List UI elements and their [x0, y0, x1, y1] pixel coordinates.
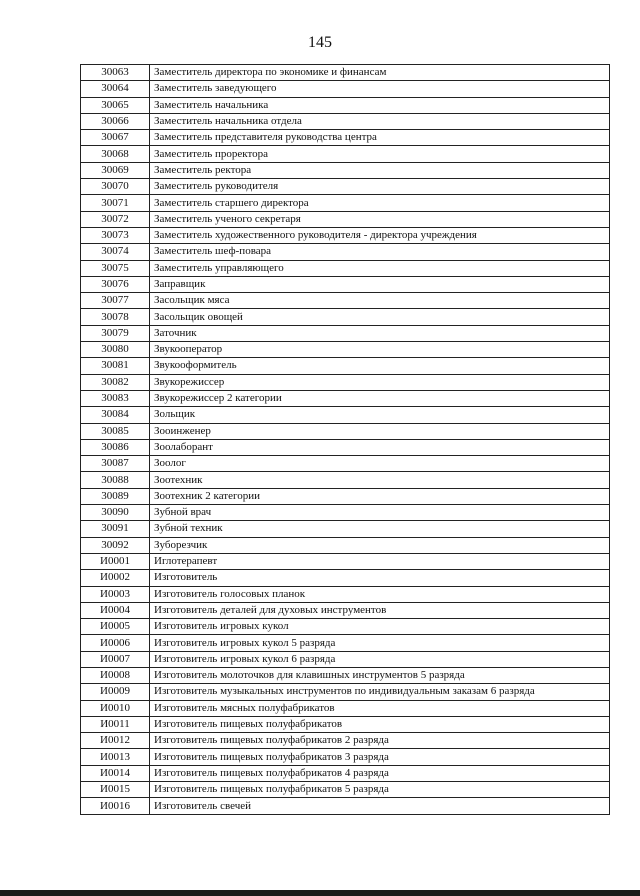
occupation-title: Зубной техник — [150, 521, 610, 537]
table-row — [81, 570, 610, 586]
table-row — [81, 553, 610, 569]
occupation-code: И0005 — [81, 619, 150, 635]
table-row — [81, 358, 610, 374]
occupation-title: Изготовитель игровых кукол 6 разряда — [150, 651, 610, 667]
occupation-title: Изготовитель молоточков для клавишных инструментов 5 разряда — [150, 667, 610, 683]
table-row — [81, 716, 610, 732]
occupation-title: Заместитель художественного руководителя - директора учреждения — [150, 227, 610, 243]
table-row — [81, 244, 610, 260]
occupation-title: Изготовитель пищевых полуфабрикатов 4 разряда — [150, 765, 610, 781]
table-row — [81, 195, 610, 211]
table-row — [81, 374, 610, 390]
table-row — [81, 309, 610, 325]
occupation-code: И0007 — [81, 651, 150, 667]
table-row — [81, 505, 610, 521]
occupation-code: 30089 — [81, 488, 150, 504]
occupation-title: Изготовитель пищевых полуфабрикатов 3 разряда — [150, 749, 610, 765]
occupation-code: И0015 — [81, 782, 150, 798]
occupation-code: 30063 — [81, 65, 150, 81]
occupation-code: 30076 — [81, 276, 150, 292]
table-row — [81, 146, 610, 162]
occupation-code: 30085 — [81, 423, 150, 439]
table-row — [81, 619, 610, 635]
table-row — [81, 635, 610, 651]
table-row — [81, 260, 610, 276]
occupation-code: 30090 — [81, 505, 150, 521]
occupation-code: 30074 — [81, 244, 150, 260]
occupation-code: И0012 — [81, 733, 150, 749]
occupation-code: И0009 — [81, 684, 150, 700]
table-row — [81, 113, 610, 129]
occupation-code: 30086 — [81, 439, 150, 455]
occupation-code: 30092 — [81, 537, 150, 553]
occupation-code: 30066 — [81, 113, 150, 129]
table-row — [81, 684, 610, 700]
table-row — [81, 342, 610, 358]
table-row — [81, 293, 610, 309]
table-row — [81, 700, 610, 716]
occupation-code: 30088 — [81, 472, 150, 488]
occupation-code: 30083 — [81, 390, 150, 406]
occupation-title: Зуборезчик — [150, 537, 610, 553]
occupation-code: 30091 — [81, 521, 150, 537]
occupation-code: 30087 — [81, 456, 150, 472]
table-row — [81, 472, 610, 488]
table-row — [81, 423, 610, 439]
occupation-code: 30084 — [81, 407, 150, 423]
table-row — [81, 749, 610, 765]
occupation-title: Заместитель директора по экономике и финансам — [150, 65, 610, 81]
occupation-title: Зоотехник — [150, 472, 610, 488]
occupation-code: И0002 — [81, 570, 150, 586]
occupation-code: И0014 — [81, 765, 150, 781]
occupation-code: 30073 — [81, 227, 150, 243]
occupation-title: Изготовитель пищевых полуфабрикатов — [150, 716, 610, 732]
occupation-code: 30072 — [81, 211, 150, 227]
occupation-code: 30079 — [81, 325, 150, 341]
table-row — [81, 407, 610, 423]
occupation-code: И0008 — [81, 667, 150, 683]
table-row — [81, 276, 610, 292]
occupation-title: Зольщик — [150, 407, 610, 423]
table-row — [81, 537, 610, 553]
occupation-title: Звукооператор — [150, 342, 610, 358]
occupation-title: Звукорежиссер — [150, 374, 610, 390]
table-row — [81, 162, 610, 178]
occupation-code: 30080 — [81, 342, 150, 358]
occupation-table-body — [81, 65, 610, 815]
occupation-title: Изготовитель игровых кукол — [150, 619, 610, 635]
occupation-title: Изготовитель пищевых полуфабрикатов 5 разряда — [150, 782, 610, 798]
occupation-code: И0003 — [81, 586, 150, 602]
occupation-title: Изготовитель пищевых полуфабрикатов 2 разряда — [150, 733, 610, 749]
table-row — [81, 521, 610, 537]
table-row — [81, 97, 610, 113]
occupation-code: 30069 — [81, 162, 150, 178]
table-row — [81, 586, 610, 602]
occupation-title: Засольщик мяса — [150, 293, 610, 309]
occupation-code: 30067 — [81, 130, 150, 146]
occupation-title: Иглотерапевт — [150, 553, 610, 569]
table-row — [81, 765, 610, 781]
occupation-code: 30081 — [81, 358, 150, 374]
occupation-title: Изготовитель свечей — [150, 798, 610, 814]
table-row — [81, 456, 610, 472]
table-row — [81, 782, 610, 798]
occupation-title: Звукооформитель — [150, 358, 610, 374]
scan-bottom-edge — [0, 890, 640, 896]
occupation-title: Заместитель шеф-повара — [150, 244, 610, 260]
occupation-title: Звукорежиссер 2 категории — [150, 390, 610, 406]
occupation-code: 30065 — [81, 97, 150, 113]
occupation-title: Заместитель старшего директора — [150, 195, 610, 211]
occupation-code: И0016 — [81, 798, 150, 814]
occupation-title: Изготовитель — [150, 570, 610, 586]
occupation-title: Зубной врач — [150, 505, 610, 521]
occupation-title: Засольщик овощей — [150, 309, 610, 325]
table-row — [81, 439, 610, 455]
occupation-title: Зоолог — [150, 456, 610, 472]
occupation-title: Заточник — [150, 325, 610, 341]
table-row — [81, 130, 610, 146]
occupation-title: Заместитель управляющего — [150, 260, 610, 276]
table-row — [81, 488, 610, 504]
occupation-code: И0001 — [81, 553, 150, 569]
occupation-title: Зооинженер — [150, 423, 610, 439]
occupation-title: Изготовитель голосовых планок — [150, 586, 610, 602]
occupation-title: Заместитель ректора — [150, 162, 610, 178]
occupation-code: 30071 — [81, 195, 150, 211]
occupation-title: Заправщик — [150, 276, 610, 292]
occupation-title: Зоолаборант — [150, 439, 610, 455]
occupation-title: Изготовитель деталей для духовых инструментов — [150, 602, 610, 618]
occupation-code: 30064 — [81, 81, 150, 97]
occupation-code: 30078 — [81, 309, 150, 325]
occupation-code: И0011 — [81, 716, 150, 732]
table-row — [81, 179, 610, 195]
occupation-title: Заместитель ученого секретаря — [150, 211, 610, 227]
table-row — [81, 390, 610, 406]
table-row — [81, 602, 610, 618]
occupation-code: И0004 — [81, 602, 150, 618]
table-row — [81, 798, 610, 814]
occupation-code: И0006 — [81, 635, 150, 651]
occupation-code: 30070 — [81, 179, 150, 195]
occupation-code: 30077 — [81, 293, 150, 309]
occupation-title: Заместитель заведующего — [150, 81, 610, 97]
occupation-title: Заместитель проректора — [150, 146, 610, 162]
table-row — [81, 667, 610, 683]
page-number: 145 — [308, 34, 332, 51]
occupation-code: И0010 — [81, 700, 150, 716]
occupation-title: Зоотехник 2 категории — [150, 488, 610, 504]
table-row — [81, 325, 610, 341]
occupation-title: Изготовитель мясных полуфабрикатов — [150, 700, 610, 716]
table-row — [81, 211, 610, 227]
occupation-code: И0013 — [81, 749, 150, 765]
occupation-code: 30075 — [81, 260, 150, 276]
occupation-title: Заместитель начальника отдела — [150, 113, 610, 129]
table-row — [81, 227, 610, 243]
occupation-table — [80, 64, 610, 815]
occupation-title: Изготовитель музыкальных инструментов по индивидуальным заказам 6 разряда — [150, 684, 610, 700]
table-row — [81, 81, 610, 97]
occupation-code: 30068 — [81, 146, 150, 162]
occupation-title: Изготовитель игровых кукол 5 разряда — [150, 635, 610, 651]
occupation-title: Заместитель начальника — [150, 97, 610, 113]
table-row — [81, 651, 610, 667]
occupation-title: Заместитель руководителя — [150, 179, 610, 195]
table-row — [81, 733, 610, 749]
occupation-code: 30082 — [81, 374, 150, 390]
occupation-title: Заместитель представителя руководства центра — [150, 130, 610, 146]
table-row — [81, 65, 610, 81]
